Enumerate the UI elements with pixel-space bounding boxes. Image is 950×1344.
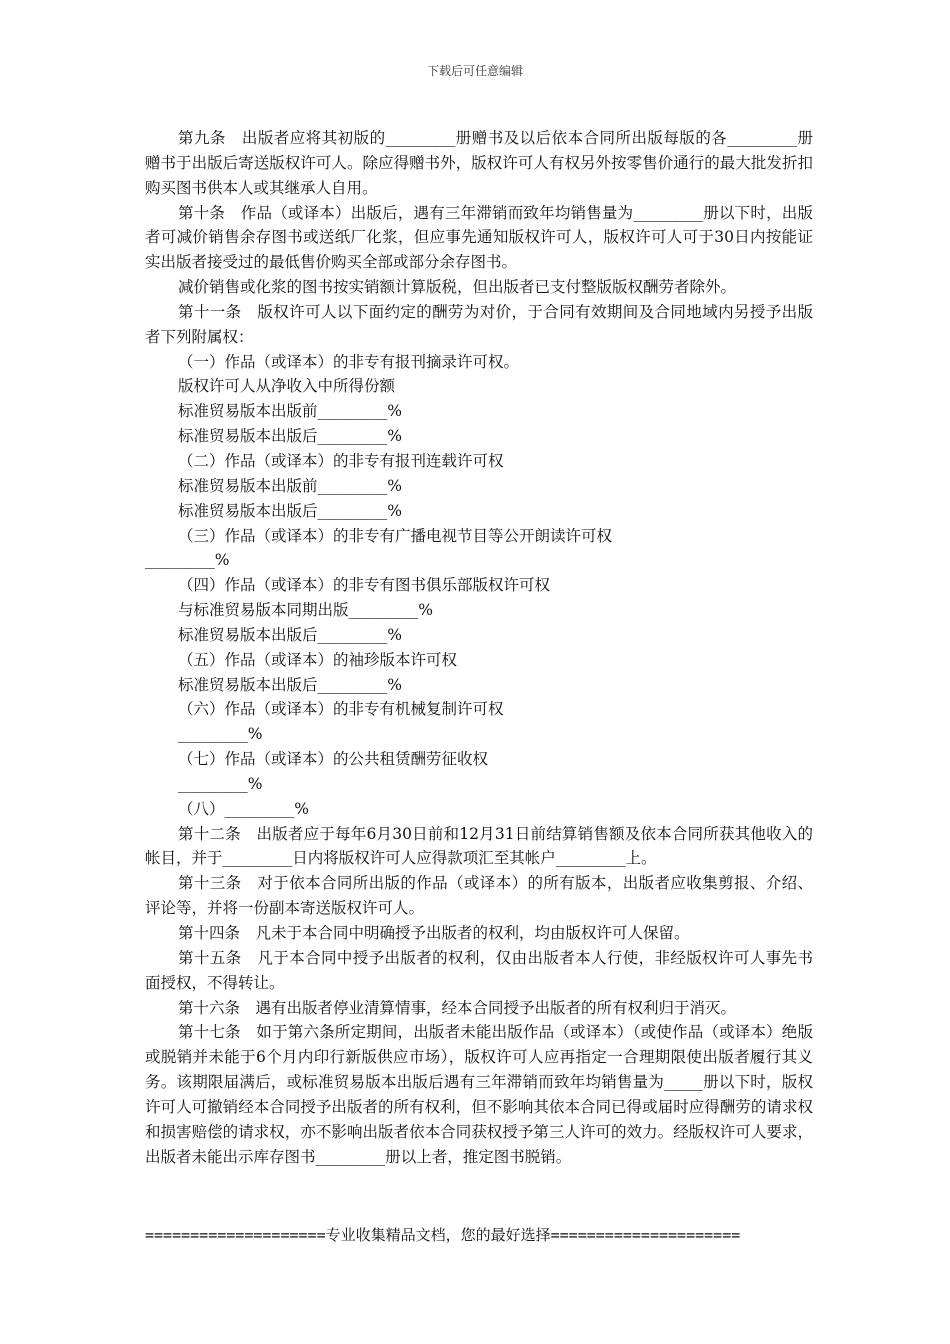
share-line: 标准贸易版本出版后_________% [178,501,402,520]
article-9: 第九条 出版者应将其初版的_________册赠书及以后依本合同所出版每版的各_________册赠书于出版后寄送版权许可人。除应得赠书外，版权许可人有权另外按零售价通行的最大批发折扣购买图书供本人或其继承人自用。 [145,129,813,197]
subright-3: （三）作品（或译本）的非专有广播电视节目等公开朗读许可权 [178,526,613,545]
share-line: 标准贸易版本出版后_________% [178,625,402,644]
share-line: 标准贸易版本出版后_________% [178,427,402,446]
share-line: _________% [145,551,230,570]
share-line: 标准贸易版本出版前_________% [178,402,402,421]
subright-5: （五）作品（或译本）的袖珍版本许可权 [178,650,458,669]
share-line: 与标准贸易版本同期出版_________% [178,601,433,620]
article-17: 第十七条 如于第六条所定期间，出版者未能出版作品（或译本）（或使作品（或译本）绝版或脱销并未能于6个月内印行新版供应市场），版权许可人应再指定一合理期限使出版者履行其义务。该期限届满后，或标准贸易版本出版后遇有三年滞销而致年均销售量为_____册以下时，版权许可人可撤销经本合同授予出版者的所有权利，但不影响其依本合同已得或届时应得酬劳的请求权和损害赔偿的请求权，亦不影响出版者依本合同获权授予第三人许可的效力。经版权许可人要求，出版者未能出示库存图书_________册以上者，推定图书脱销。 [145,1023,813,1166]
share-line: 标准贸易版本出版前_________% [178,476,402,495]
share-line: 标准贸易版本出版后_________% [178,675,402,694]
page-header: 下载后可任意编辑 [426,64,523,78]
article-13: 第十三条 对于依本合同所出版的作品（或译本）的所有版本，出版者应收集剪报、介绍、评论等，并将一份副本寄送版权许可人。 [145,874,813,918]
article-10-note: 减价销售或化浆的图书按实销额计算版税，但出版者已支付整版版权酬劳者除外。 [178,278,737,297]
article-10: 第十条 作品（或译本）出版后，遇有三年滞销而致年均销售量为_________册以下时，出版者可减价销售余存图书或送纸厂化浆，但应事先通知版权许可人，版权许可人可于30日内按能证实出版者接受过的最低售价购买全部或部分余存图书。 [145,203,813,272]
subright-2: （二）作品（或译本）的非专有报刊连载许可权 [178,451,504,470]
article-14: 第十四条 凡未于本合同中明确授予出版者的权利，均由版权许可人保留。 [178,924,690,942]
page-footer: ====================专业收集精品文档，您的最好选择===================== [145,1226,741,1244]
subright-7: （七）作品（或译本）的公共租赁酬劳征收权 [178,750,489,769]
document-body [145,126,813,1169]
share-line: _________% [178,774,263,793]
article-11: 第十一条 版权许可人以下面约定的酬劳为对价，于合同有效期间及合同地域内另授予出版者下列附属权： [145,302,813,346]
share-line: 版权许可人从净收入中所得份额 [178,377,396,396]
subright-1: （一）作品（或译本）的非专有报刊摘录许可权。 [178,352,520,371]
article-16: 第十六条 遇有出版者停业清算情事，经本合同授予出版者的所有权利归于消灭。 [178,998,737,1017]
share-line: _________% [178,725,263,744]
subright-8: （八）_________% [178,799,309,818]
subright-6: （六）作品（或译本）的非专有机械复制许可权 [178,700,504,719]
subright-4: （四）作品（或译本）的非专有图书俱乐部版权许可权 [178,576,551,595]
article-15: 第十五条 凡于本合同中授予出版者的权利，仅由出版者本人行使，非经版权许可人事先书面授权，不得转让。 [145,948,813,992]
article-12: 第十二条 出版者应于每年6月30日前和12月31日前结算销售额及依本合同所获其他收入的帐目，并于_________日内将版权许可人应得款项汇至其帐户_________上。 [145,824,813,868]
